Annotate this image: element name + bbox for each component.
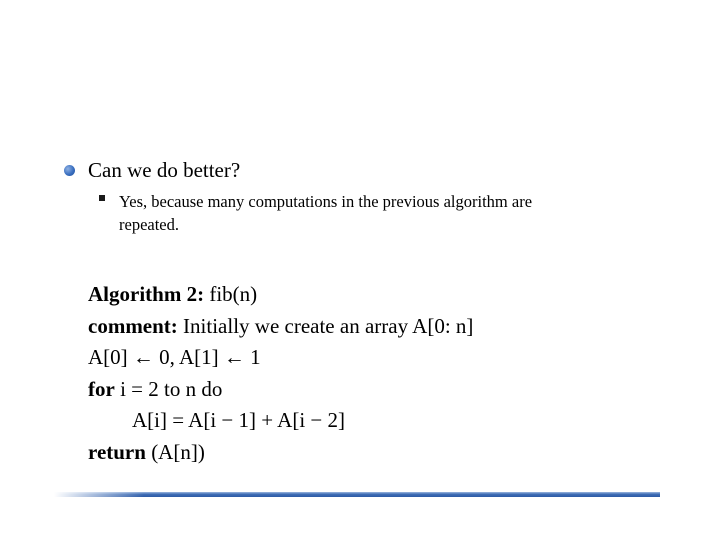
algorithm-line-header bbox=[88, 279, 473, 311]
loop-body-text: A[i] = A[i − 1] + A[i − 2] bbox=[132, 408, 346, 433]
return-keyword: return bbox=[88, 439, 146, 464]
square-bullet-icon bbox=[99, 195, 105, 201]
footer-divider-bar bbox=[54, 492, 660, 497]
algorithm-line-body bbox=[88, 405, 473, 437]
footer-divider-fade bbox=[54, 492, 144, 497]
comment-keyword: comment: bbox=[88, 313, 178, 338]
bullet-text: Can we do better? bbox=[88, 158, 241, 182]
algorithm-line-loop bbox=[88, 374, 473, 406]
algorithm-line-init bbox=[88, 342, 473, 374]
bullet-item bbox=[64, 157, 240, 183]
algorithm-line-return bbox=[88, 437, 473, 469]
return-text: (A[n]) bbox=[145, 439, 205, 464]
sub-bullet-text-line1: Yes, because many computations in the previous algorithm are bbox=[119, 192, 533, 211]
sub-bullet-text-line2: repeated. bbox=[119, 215, 179, 234]
init-text: A[0] ← 0, A[1] ← 1 bbox=[88, 345, 261, 370]
algorithm-line-comment bbox=[88, 311, 473, 343]
for-keyword: for bbox=[88, 376, 115, 401]
round-bullet-icon bbox=[64, 165, 75, 176]
algorithm-keyword: Algorithm 2: bbox=[88, 282, 205, 306]
comment-text: Initially we create an array A[0: n] bbox=[177, 313, 474, 338]
algorithm-name: fib(n) bbox=[204, 282, 258, 306]
algorithm-block bbox=[88, 279, 473, 469]
loop-text: i = 2 to n do bbox=[114, 376, 223, 401]
